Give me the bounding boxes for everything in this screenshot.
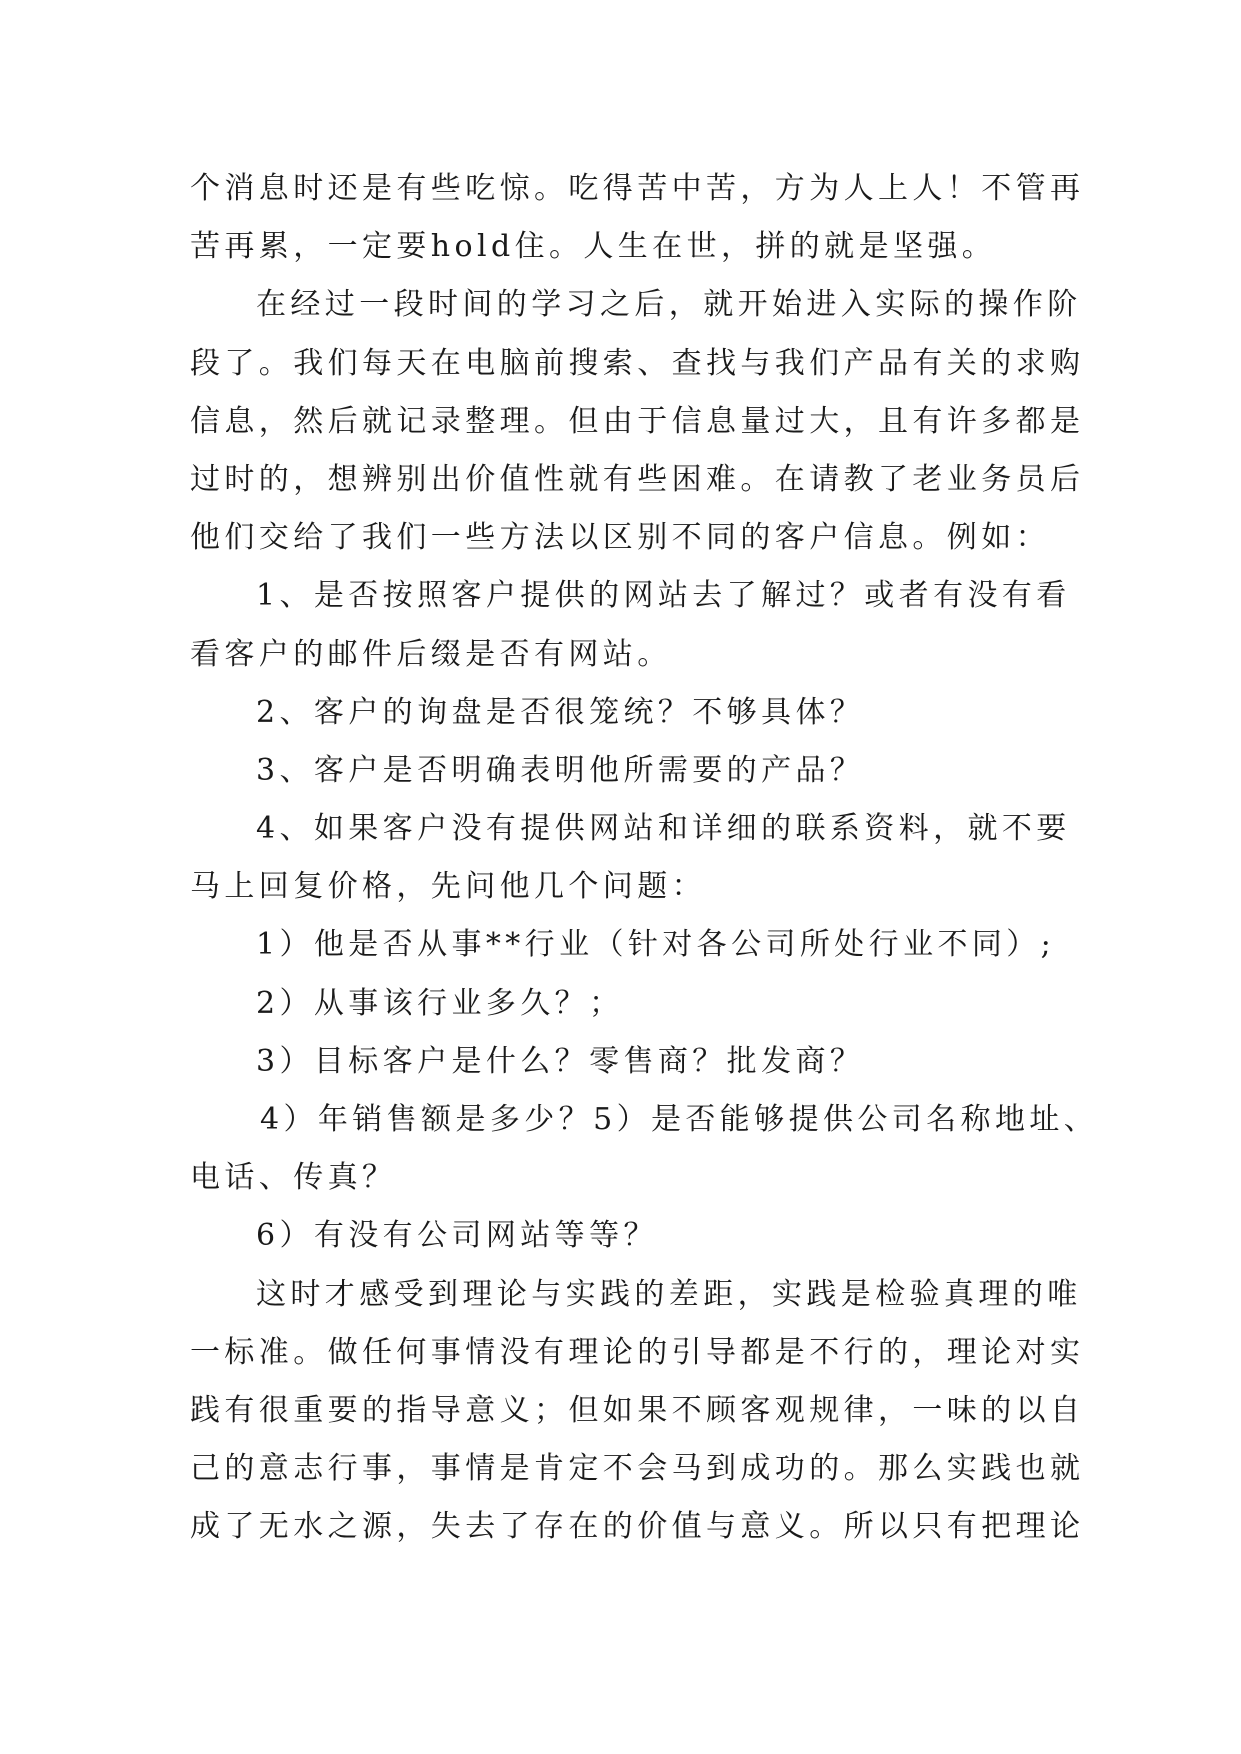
text-line-23: 己的意志行事，事情是肯定不会马到成功的。那么实践也就: [190, 1451, 1085, 1487]
text-line-10: 2、客户的询盘是否很笼统？不够具体？: [256, 694, 865, 730]
text-line-16: 3）目标客户是什么？零售商？批发商？: [256, 1043, 865, 1079]
body-text: [190, 160, 1099, 1557]
text-line-5: 信息，然后就记录整理。但由于信息量过大，且有许多都是: [190, 403, 1085, 439]
text-line-2: 苦再累，一定要hold住。人生在世，拼的就是坚强。: [190, 229, 997, 265]
text-line-7: 他们交给了我们一些方法以区别不同的客户信息。例如：: [190, 520, 1050, 556]
text-line-14: 1）他是否从事**行业（针对各公司所处行业不同）;: [256, 927, 1056, 963]
text-line-22: 践有很重要的指导意义；但如果不顾客观规律，一味的以自: [190, 1392, 1085, 1428]
text-line-11: 3、客户是否明确表明他所需要的产品？: [256, 752, 865, 788]
text-line-20: 这时才感受到理论与实践的差距，实践是检验真理的唯: [256, 1276, 1082, 1312]
text-line-13: 马上回复价格，先问他几个问题：: [190, 869, 706, 905]
text-line-19: 6）有没有公司网站等等？: [256, 1218, 658, 1254]
text-line-24: 成了无水之源，失去了存在的价值与意义。所以只有把理论: [190, 1509, 1085, 1545]
text-line-12: 4、如果客户没有提供网站和详细的联系资料，就不要: [256, 811, 1071, 847]
text-line-8: 1、是否按照客户提供的网站去了解过？或者有没有看: [256, 578, 1071, 614]
text-line-4: 段了。我们每天在电脑前搜索、查找与我们产品有关的求购: [190, 345, 1085, 381]
text-line-9: 看客户的邮件后缀是否有网站。: [190, 636, 672, 672]
text-line-6: 过时的，想辨别出价值性就有些困难。在请教了老业务员后: [190, 461, 1085, 497]
text-line-1: 个消息时还是有些吃惊。吃得苦中苦，方为人上人！不管再: [190, 171, 1085, 206]
text-line-3: 在经过一段时间的学习之后，就开始进入实际的操作阶: [256, 287, 1082, 323]
text-line-21: 一标准。做任何事情没有理论的引导都是不行的，理论对实: [190, 1334, 1085, 1370]
text-line-18: 电话、传真？: [190, 1160, 397, 1196]
text-line-15: 2）从事该行业多久？；: [256, 985, 624, 1021]
text-line-17: 4）年销售额是多少？5）是否能够提供公司名称地址、: [260, 1102, 1099, 1137]
